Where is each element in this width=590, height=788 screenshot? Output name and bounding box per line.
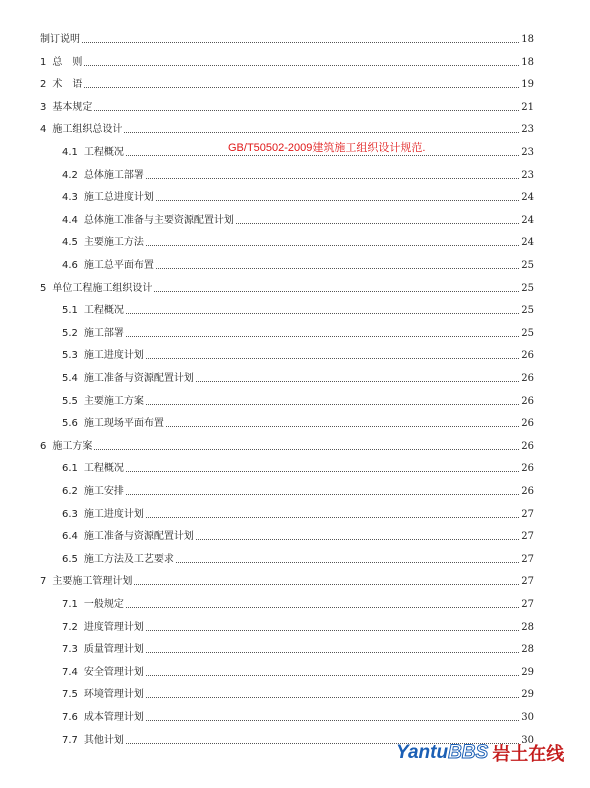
watermark-yantu: Yantu xyxy=(396,742,449,763)
toc-entry[interactable] xyxy=(62,233,534,249)
toc-entry-number: 6.2 xyxy=(62,486,78,497)
toc-entry-title: 成本管理计划 xyxy=(83,712,144,723)
toc-entry-page: 28 xyxy=(521,622,534,633)
toc-entry-page: 24 xyxy=(521,192,534,203)
toc-entry-page: 26 xyxy=(521,441,534,452)
toc-entry-page: 23 xyxy=(521,170,534,181)
toc-dot-leader xyxy=(84,87,519,88)
toc-entry[interactable] xyxy=(40,279,534,295)
toc-dot-leader xyxy=(146,697,519,698)
toc-entry-page: 28 xyxy=(521,644,534,655)
toc-entry-number: 7 xyxy=(40,576,47,587)
toc-entry-title: 工程概况 xyxy=(83,463,124,474)
toc-entry-page: 30 xyxy=(521,735,534,746)
toc-dot-leader xyxy=(126,336,519,337)
toc-dot-leader xyxy=(156,200,519,201)
toc-entry-number: 7.3 xyxy=(62,644,78,655)
toc-entry-number: 5.5 xyxy=(62,396,78,407)
toc-entry-number: 6.4 xyxy=(62,531,78,542)
toc-dot-leader xyxy=(126,155,519,156)
toc-entry-page: 26 xyxy=(521,418,534,429)
toc-entry[interactable] xyxy=(62,369,534,385)
toc-entry-number: 6 xyxy=(40,441,47,452)
toc-entry[interactable] xyxy=(62,188,534,204)
toc-entry-page: 23 xyxy=(521,124,534,135)
toc-entry-title: 术 语 xyxy=(52,79,83,90)
toc-entry-title: 环境管理计划 xyxy=(83,689,144,700)
toc-dot-leader xyxy=(124,132,519,133)
toc-entry[interactable] xyxy=(62,301,534,317)
toc-entry[interactable] xyxy=(62,527,534,543)
toc-entry-number: 1 xyxy=(40,57,47,68)
toc-entry-title: 主要施工方案 xyxy=(83,396,144,407)
toc-entry-title: 进度管理计划 xyxy=(83,622,144,633)
toc-entry-number: 5 xyxy=(40,283,47,294)
toc-entry-page: 18 xyxy=(521,34,534,45)
toc-dot-leader xyxy=(146,720,519,721)
toc-entry-title: 施工组织总设计 xyxy=(52,124,123,135)
toc-entry[interactable] xyxy=(62,459,534,475)
toc-entry-title: 施工部署 xyxy=(83,328,124,339)
toc-entry-page: 25 xyxy=(521,305,534,316)
toc-entry-page: 27 xyxy=(521,599,534,610)
toc-entry-title: 施工进度计划 xyxy=(83,350,144,361)
toc-entry-number: 6.5 xyxy=(62,554,78,565)
toc-entry-number: 4 xyxy=(40,124,47,135)
toc-entry[interactable] xyxy=(40,75,534,91)
toc-entry-number: 6.1 xyxy=(62,463,78,474)
toc-entry-page: 26 xyxy=(521,350,534,361)
toc-entry-page: 29 xyxy=(521,689,534,700)
toc-entry[interactable] xyxy=(62,414,534,430)
toc-entry-page: 26 xyxy=(521,373,534,384)
toc-dot-leader xyxy=(126,607,519,608)
toc-dot-leader xyxy=(126,313,519,314)
toc-dot-leader xyxy=(196,539,519,540)
toc-entry-page: 24 xyxy=(521,237,534,248)
toc-entry-page: 27 xyxy=(521,554,534,565)
toc-entry-number: 6.3 xyxy=(62,509,78,520)
toc-entry-title: 主要施工方法 xyxy=(83,237,144,248)
toc-dot-leader xyxy=(146,652,519,653)
toc-entry-page: 30 xyxy=(521,712,534,723)
toc-entry-title: 总体施工部署 xyxy=(83,170,144,181)
toc-entry[interactable] xyxy=(62,392,534,408)
toc-dot-leader xyxy=(134,584,519,585)
toc-entry-number: 5.6 xyxy=(62,418,78,429)
toc-entry-number: 2 xyxy=(40,79,47,90)
toc-entry-number: 4.4 xyxy=(62,215,78,226)
toc-entry-page: 29 xyxy=(521,667,534,678)
toc-entry[interactable] xyxy=(40,98,534,114)
toc-dot-leader xyxy=(196,381,519,382)
toc-entry-page: 25 xyxy=(521,260,534,271)
toc-dot-leader xyxy=(166,426,519,427)
toc-entry-number: 5.4 xyxy=(62,373,78,384)
toc-entry[interactable] xyxy=(40,53,534,69)
toc-entry[interactable] xyxy=(62,685,534,701)
toc-entry-title: 其他计划 xyxy=(83,735,124,746)
toc-dot-leader xyxy=(126,494,519,495)
toc-entry-title: 主要施工管理计划 xyxy=(52,576,133,587)
toc-entry-title: 施工安排 xyxy=(83,486,124,497)
toc-entry-number: 7.2 xyxy=(62,622,78,633)
toc-entry-page: 27 xyxy=(521,531,534,542)
toc-dot-leader xyxy=(82,42,519,43)
toc-entry[interactable] xyxy=(62,346,534,362)
toc-entry-title: 总体施工准备与主要资源配置计划 xyxy=(83,215,234,226)
toc-dot-leader xyxy=(146,404,519,405)
toc-dot-leader xyxy=(84,65,519,66)
toc-entry-page: 19 xyxy=(521,79,534,90)
toc-entry-number: 5.1 xyxy=(62,305,78,316)
toc-entry[interactable] xyxy=(62,708,534,724)
toc-dot-leader xyxy=(146,245,519,246)
toc-entry-number: 7.4 xyxy=(62,667,78,678)
toc-entry-number: 5.2 xyxy=(62,328,78,339)
toc-entry-title: 工程概况 xyxy=(83,305,124,316)
toc-entry-number: 4.1 xyxy=(62,147,78,158)
toc-entry-page: 25 xyxy=(521,283,534,294)
toc-dot-leader xyxy=(94,110,519,111)
toc-dot-leader xyxy=(176,562,519,563)
toc-entry-title: 总 则 xyxy=(52,57,83,68)
toc-entry-page: 23 xyxy=(521,147,534,158)
toc-entry-title: 施工准备与资源配置计划 xyxy=(83,373,194,384)
toc-dot-leader xyxy=(126,471,519,472)
toc-entry-title: 质量管理计划 xyxy=(83,644,144,655)
toc-entry[interactable] xyxy=(62,166,534,182)
toc-entry[interactable] xyxy=(40,30,534,46)
toc-entry-title: 安全管理计划 xyxy=(83,667,144,678)
toc-entry-number: 3 xyxy=(40,102,47,113)
toc-entry-number: 5.3 xyxy=(62,350,78,361)
toc-dot-leader xyxy=(156,268,519,269)
toc-entry[interactable] xyxy=(62,211,534,227)
toc-entry-number: 7.5 xyxy=(62,689,78,700)
toc-entry-number: 7.6 xyxy=(62,712,78,723)
toc-entry-page: 26 xyxy=(521,463,534,474)
watermark-cn: 岩土在线 xyxy=(492,744,565,765)
toc-entry[interactable] xyxy=(40,437,534,453)
watermark-bbs: BBS xyxy=(448,742,489,763)
toc-entry-title: 施工准备与资源配置计划 xyxy=(83,531,194,542)
toc-entry-page: 24 xyxy=(521,215,534,226)
toc-entry[interactable] xyxy=(62,505,534,521)
toc-entry[interactable] xyxy=(40,572,534,588)
toc-entry-title: 施工总进度计划 xyxy=(83,192,154,203)
toc-dot-leader xyxy=(94,449,519,450)
toc-entry-number: 4.2 xyxy=(62,170,78,181)
toc-dot-leader xyxy=(236,223,519,224)
toc-dot-leader xyxy=(146,675,519,676)
toc-entry-title: 施工进度计划 xyxy=(83,509,144,520)
toc-entry-title: 施工方案 xyxy=(52,441,93,452)
toc-entry-page: 27 xyxy=(521,576,534,587)
toc-entry[interactable] xyxy=(62,595,534,611)
toc-entry[interactable] xyxy=(62,663,534,679)
toc-entry-title: 一般规定 xyxy=(83,599,124,610)
toc-entry-title: 施工总平面布置 xyxy=(83,260,154,271)
toc-entry[interactable] xyxy=(62,550,534,566)
toc-dot-leader xyxy=(146,630,519,631)
standard-code-note: GB/T50502-2009建筑施工组织设计规范. xyxy=(228,142,426,154)
toc-dot-leader xyxy=(146,358,519,359)
toc-entry-number: 7.1 xyxy=(62,599,78,610)
toc-entry-page: 26 xyxy=(521,486,534,497)
toc-entry-page: 21 xyxy=(521,102,534,113)
toc-entry-page: 27 xyxy=(521,509,534,520)
toc-entry-title: 施工方法及工艺要求 xyxy=(83,554,174,565)
toc-entry[interactable] xyxy=(62,256,534,272)
toc-entry-title: 单位工程施工组织设计 xyxy=(52,283,153,294)
toc-entry[interactable] xyxy=(62,618,534,634)
toc-entry-number: 4.3 xyxy=(62,192,78,203)
toc-entry-title: 基本规定 xyxy=(52,102,93,113)
toc-entry[interactable] xyxy=(40,120,534,136)
toc-entry-number: 4.6 xyxy=(62,260,78,271)
toc-entry-page: 18 xyxy=(521,57,534,68)
toc-dot-leader xyxy=(146,178,519,179)
toc-entry[interactable] xyxy=(62,640,534,656)
toc-entry-number: 7.7 xyxy=(62,735,78,746)
toc-entry-title: 施工现场平面布置 xyxy=(83,418,164,429)
toc-entry-page: 25 xyxy=(521,328,534,339)
toc-dot-leader xyxy=(146,517,519,518)
toc-entry[interactable] xyxy=(62,482,534,498)
toc-entry-title: 制订说明 xyxy=(40,34,80,45)
watermark-logo xyxy=(396,742,564,764)
toc-entry-page: 26 xyxy=(521,396,534,407)
toc-dot-leader xyxy=(154,291,519,292)
toc-entry-number: 4.5 xyxy=(62,237,78,248)
toc-entry-title: 工程概况 xyxy=(83,147,124,158)
toc-entry[interactable] xyxy=(62,324,534,340)
